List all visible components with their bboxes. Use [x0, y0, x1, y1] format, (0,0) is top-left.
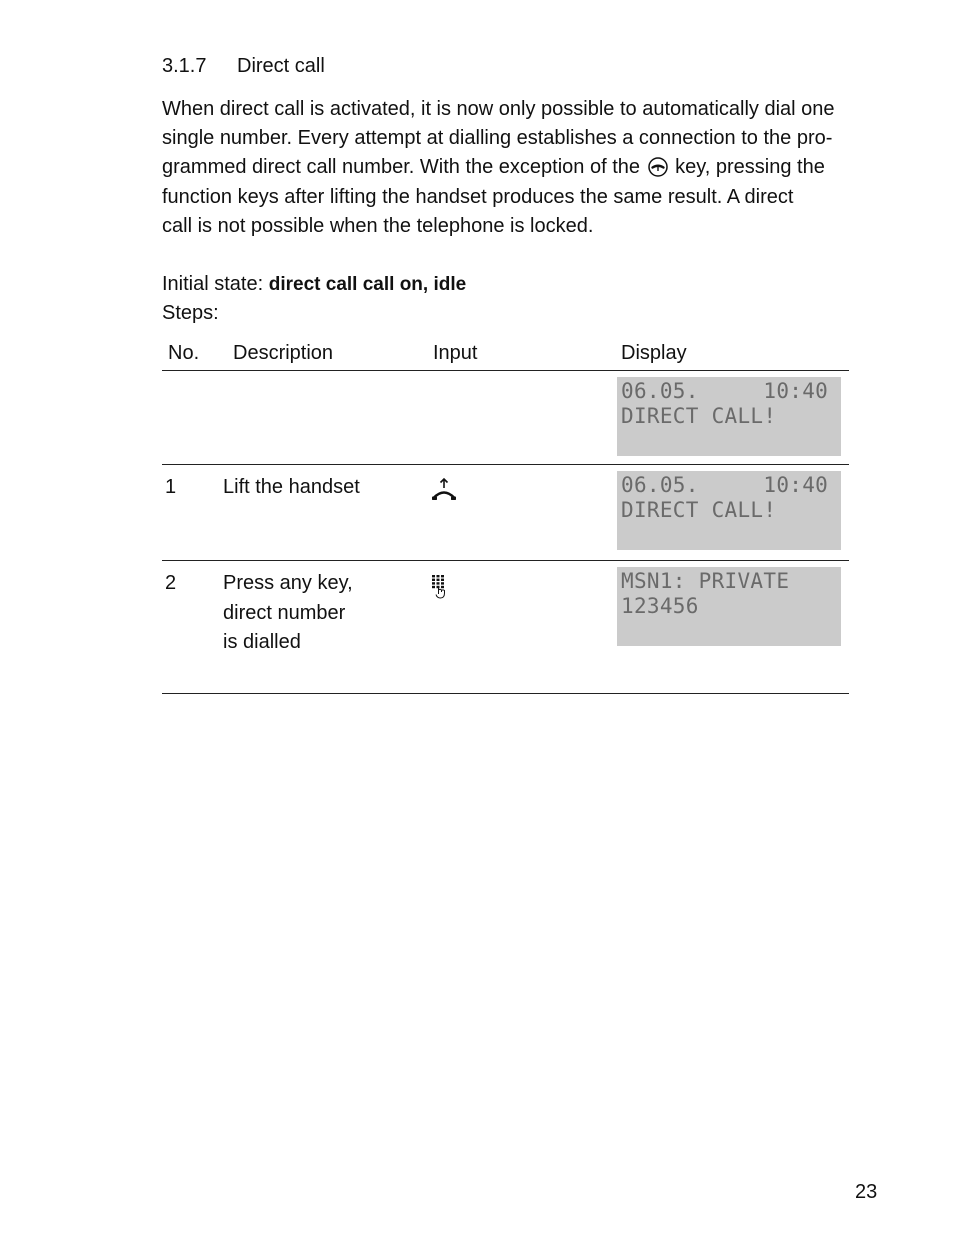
- step-description: [223, 473, 360, 503]
- step-number: 1: [165, 476, 177, 498]
- keypad-press-icon: [430, 573, 458, 601]
- paragraph-text: grammed direct call number. With the exception of the: [162, 156, 641, 179]
- description-line: Press any key,: [223, 572, 353, 594]
- header-description: Description: [233, 342, 334, 364]
- paragraph-line: function keys after lifting the handset produces the same result. A direct: [162, 185, 794, 208]
- steps-label: Steps:: [162, 302, 219, 324]
- step-description: [223, 569, 353, 658]
- description-line: Lift the handset: [223, 476, 360, 498]
- disconnect-key-icon: [648, 157, 668, 177]
- lcd-line: 06.05. 10:40: [621, 379, 829, 403]
- intro-paragraph: [162, 95, 852, 241]
- header-input: Input: [433, 342, 478, 364]
- page-number: 23: [855, 1181, 878, 1203]
- header-no: No.: [168, 342, 200, 364]
- lift-handset-icon: [430, 477, 458, 505]
- section-heading: [162, 53, 325, 79]
- paragraph-line: [162, 153, 852, 182]
- paragraph-line: single number. Every attempt at dialling establishes a connection to the pro-: [162, 127, 833, 150]
- lcd-display: [617, 567, 841, 646]
- lcd-line: DIRECT CALL!: [621, 498, 777, 522]
- description-line: is dialled: [223, 631, 301, 653]
- table-header: [162, 340, 849, 371]
- paragraph-text: key, pressing the: [675, 156, 825, 179]
- section-title: Direct call: [237, 55, 325, 77]
- lcd-line: DIRECT CALL!: [621, 404, 777, 428]
- lcd-line: MSN1: PRIVATE: [621, 569, 790, 593]
- section-number: 3.1.7: [162, 55, 207, 77]
- initial-state-value: direct call call on, idle: [268, 274, 467, 295]
- initial-state: [162, 270, 466, 299]
- paragraph-line: When direct call is activated, it is now only possible to automatically dial one: [162, 98, 835, 120]
- lcd-display: [617, 377, 841, 456]
- lcd-line: 06.05. 10:40: [621, 473, 829, 497]
- lcd-display: [617, 471, 841, 550]
- header-display: Display: [621, 342, 687, 364]
- step-number: 2: [165, 572, 177, 594]
- initial-state-label: Initial state:: [162, 273, 264, 295]
- steps-table: [162, 340, 849, 694]
- table-row: [162, 561, 849, 694]
- description-line: direct number: [223, 601, 346, 624]
- paragraph-line: call is not possible when the telephone is locked.: [162, 214, 594, 237]
- table-row: [162, 465, 849, 561]
- table-row: [162, 371, 849, 465]
- lcd-line: 123456: [621, 594, 699, 618]
